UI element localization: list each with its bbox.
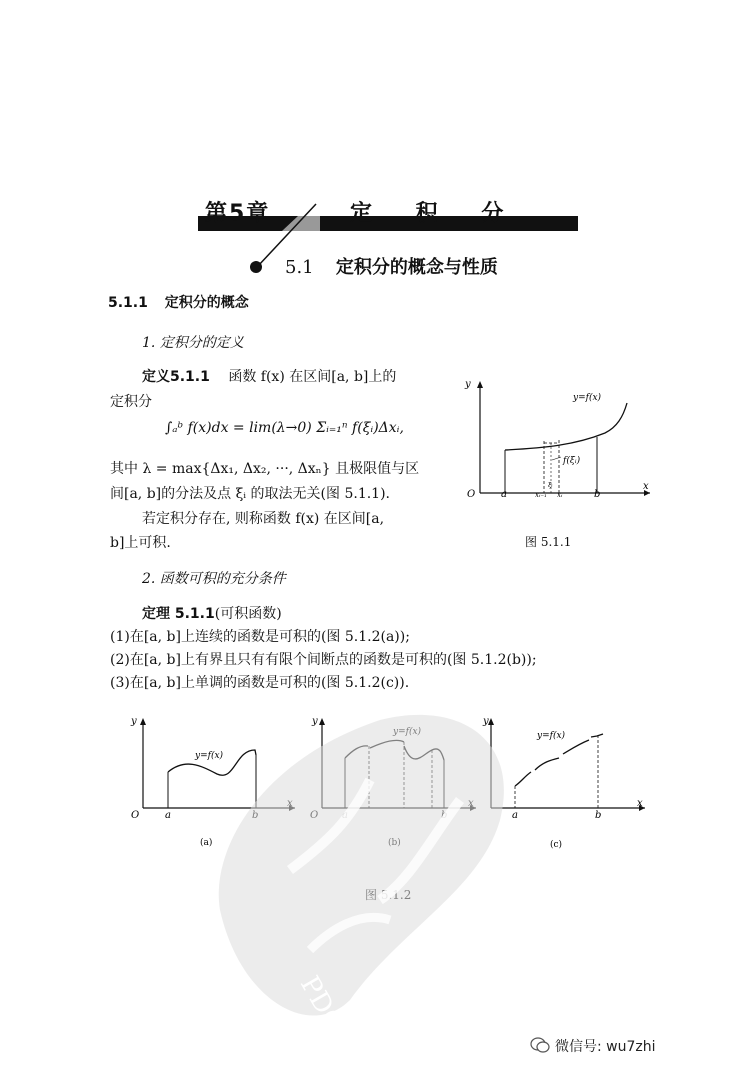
item2-heading: 2. 函数可积的充分条件 xyxy=(142,571,286,587)
theorem-condition-1: (1)在[a, b]上连续的函数是可积的(图 5.1.2(a)); xyxy=(110,629,410,645)
fig1-a: a xyxy=(501,489,507,500)
fig2a-sub: (a) xyxy=(200,838,213,848)
fig2a-curve-label: y=f(x) xyxy=(195,751,224,761)
theorem-condition-3: (3)在[a, b]上单调的函数是可积的(图 5.1.2(c)). xyxy=(110,675,410,691)
definition-line1 xyxy=(142,365,396,389)
fig1-y-label: y xyxy=(465,379,471,390)
fig1-x-label: x xyxy=(643,481,649,492)
section-name: 定积分的概念与性质 xyxy=(335,257,498,278)
item1-heading: 1. 定积分的定义 xyxy=(142,335,244,351)
fig2c-y: y xyxy=(483,716,489,727)
fig2c-curve-label: y=f(x) xyxy=(537,731,566,741)
definition-text1: 函数 f(x) 在区间[a, b]上的 xyxy=(228,369,397,385)
theorem-label-suffix: (可积函数) xyxy=(214,606,282,622)
definition-line5: 若定积分存在, 则称函数 f(x) 在区间[a, xyxy=(142,511,385,527)
section-title xyxy=(285,253,498,279)
fig1-curve-label: y=f(x) xyxy=(573,393,602,403)
fig1-xi-plus: xᵢ xyxy=(557,491,563,499)
fig2a-y: y xyxy=(131,716,137,727)
fig2c-x: x xyxy=(637,798,643,809)
figure-5-1-1 xyxy=(455,375,655,515)
subsection-title xyxy=(108,292,249,312)
fig1-origin: O xyxy=(467,489,476,500)
theorem-condition-2: (2)在[a, b]上有界且只有有限个间断点的函数是可积的(图 5.1.2(b)); xyxy=(110,652,537,668)
fig1-b: b xyxy=(594,489,601,500)
section-number: 5.1 xyxy=(285,257,314,278)
wechat-icon xyxy=(530,1036,550,1054)
watermark-seal xyxy=(180,700,540,1040)
fig2a-a: a xyxy=(165,810,171,821)
watermark-text: PDG xyxy=(293,971,350,1038)
definition-line3: 其中 λ = max{Δx₁, Δx₂, ···, Δxₙ} 且极限值与区 xyxy=(110,461,420,477)
fig2c-sub: (c) xyxy=(550,840,563,850)
definition-line4: 间[a, b]的分法及点 ξᵢ 的取法无关(图 5.1.1). xyxy=(110,486,391,502)
subsection-number: 5.1.1 xyxy=(108,295,148,311)
fig1-xi-minus: xᵢ₋₁ xyxy=(535,491,547,499)
fig1-xi-label: f(ξᵢ) xyxy=(563,456,581,466)
fig2c-b: b xyxy=(595,810,602,821)
fig1-xi: ξᵢ xyxy=(548,482,553,489)
definition-line6: b]上可积. xyxy=(110,535,171,551)
subsection-name: 定积分的概念 xyxy=(164,295,249,311)
fig2b-y: y xyxy=(312,716,318,727)
curve xyxy=(505,403,627,450)
theorem-label: 定理 5.1.1 xyxy=(142,606,215,622)
fig2c-a: a xyxy=(512,810,518,821)
fig2a-origin: O xyxy=(131,810,140,821)
definition-line2: 定积分 xyxy=(110,394,152,410)
definition-formula: ∫ₐᵇ f(x)dx = lim(λ→0) Σᵢ₌₁ⁿ f(ξᵢ)Δxᵢ, xyxy=(165,420,404,436)
theorem-heading xyxy=(142,602,282,626)
figure-5-1-1-caption: 图 5.1.1 xyxy=(525,535,572,549)
chapter-title: 定 积 分 xyxy=(350,201,522,226)
wechat-id: 微信号: wu7zhi xyxy=(555,1039,656,1055)
definition-label: 定义5.1.1 xyxy=(142,369,210,385)
chapter-number: 第5章 xyxy=(205,201,271,226)
